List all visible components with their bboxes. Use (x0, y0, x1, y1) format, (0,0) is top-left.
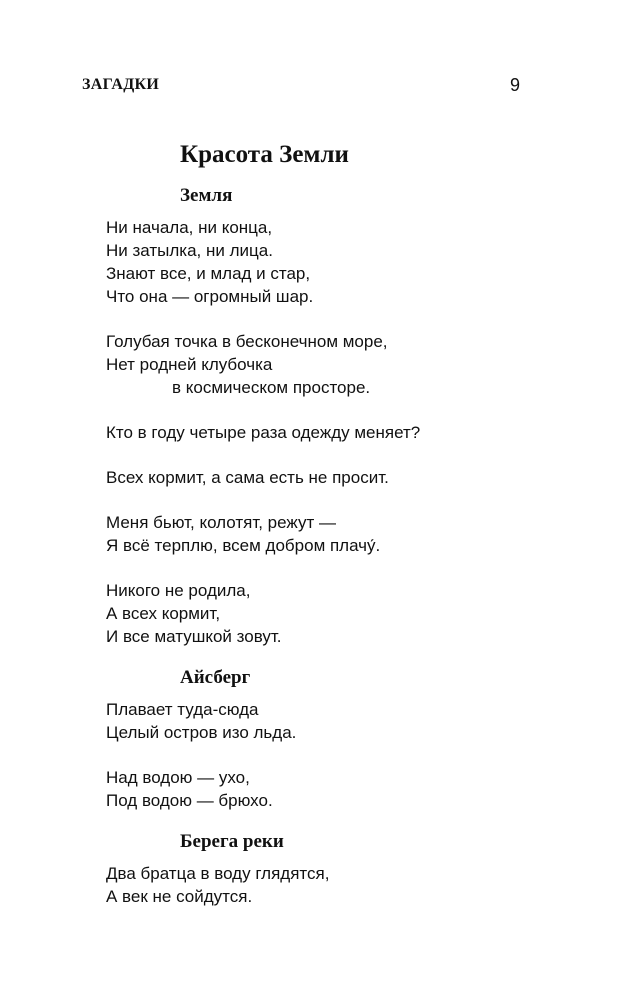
verse-line: Никого не родила, (106, 581, 251, 600)
verse-line: Знают все, и млад и стар, (106, 264, 311, 283)
riddle-group-earth (106, 184, 576, 648)
verse-line: Кто в году четыре раза одежду меняет? (106, 423, 421, 442)
riddle-stanza (106, 216, 576, 308)
verse-line: Меня бьют, колотят, режут — (106, 513, 336, 532)
page-content (106, 140, 576, 930)
verse-line: И все матушкой зовут. (106, 627, 282, 646)
section-title: Красота Земли (180, 141, 349, 168)
riddle-heading: Земля (180, 185, 233, 206)
verse-line: Два братца в воду глядятся, (106, 864, 330, 883)
riddle-heading: Берега реки (180, 831, 284, 852)
riddle-stanza (106, 421, 576, 444)
riddle-stanza (106, 766, 576, 812)
verse-line: А век не сойдутся. (106, 887, 253, 906)
riddle-stanza (106, 466, 576, 489)
riddle-stanza (106, 862, 576, 908)
riddle-group-iceberg (106, 666, 576, 812)
verse-line: в космическом просторе. (172, 378, 371, 397)
riddle-heading: Айсберг (180, 667, 251, 688)
verse-line: Всех кормит, а сама есть не просит. (106, 468, 389, 487)
riddle-group-riverbanks (106, 830, 576, 908)
riddle-stanza (106, 698, 576, 744)
verse-line: Голубая точка в бесконечном море, (106, 332, 388, 351)
riddle-stanza (106, 330, 576, 399)
page-number: 9 (510, 75, 521, 95)
riddle-stanza (106, 579, 576, 648)
verse-line: Под водою — брюхо. (106, 791, 273, 810)
verse-line: Ни начала, ни конца, (106, 218, 273, 237)
verse-line: Над водою — ухо, (106, 768, 250, 787)
verse-line: А всех кормит, (106, 604, 221, 623)
verse-line: Нет родней клубочка (106, 355, 273, 374)
verse-line: Плавает туда-сюда (106, 700, 259, 719)
running-title: ЗАГАДКИ (82, 76, 160, 93)
verse-line: Ни затылка, ни лица. (106, 241, 273, 260)
verse-line: Целый остров изо льда. (106, 723, 297, 742)
verse-line: Я всё терплю, всем добром плачу́. (106, 536, 381, 555)
riddle-stanza (106, 511, 576, 557)
verse-line: Что она — огромный шар. (106, 287, 314, 306)
